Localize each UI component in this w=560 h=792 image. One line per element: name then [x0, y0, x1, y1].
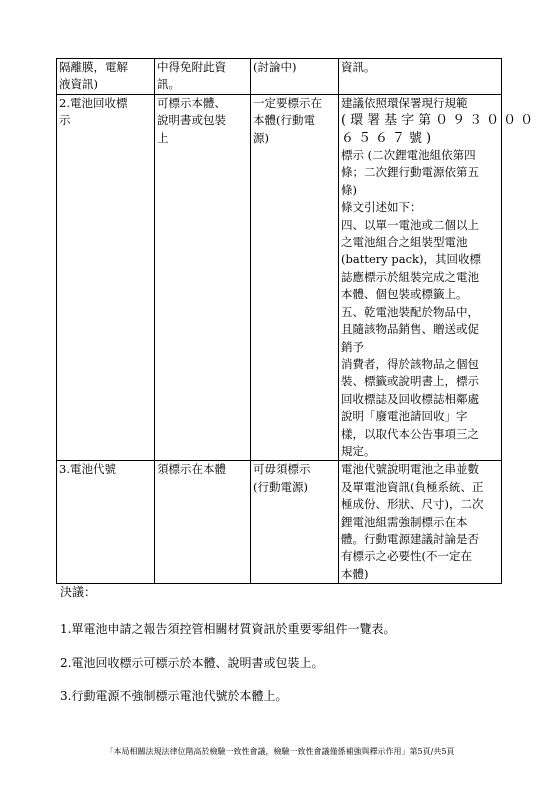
cell-text-line: 樣，以取代本公告事項三之	[341, 426, 479, 441]
table-cell	[251, 94, 339, 461]
cell-text-line: (行動電源)	[253, 479, 308, 494]
cell-text-line: 一定要標示在	[253, 95, 322, 110]
table-row	[57, 461, 502, 584]
cell-text-line: 且隨該物品銷售、贈送或促	[341, 322, 479, 337]
table-body	[57, 59, 538, 584]
resolution-item-2: 2.電池回收標示可標示於本體、說明書或包裝上。	[60, 656, 324, 670]
table-cell	[339, 461, 502, 584]
table-cell	[339, 94, 538, 461]
cell-text-line: 規定。	[341, 443, 376, 458]
cell-text-line: ６５６７號)	[341, 130, 436, 146]
cell-text-line: 中得免附此資	[157, 60, 226, 74]
cell-text-line: 標示 (二次鋰電池組依第四	[341, 148, 476, 163]
cell-text-line: (討論中)	[253, 60, 297, 74]
cell-text-line: 源)	[253, 130, 269, 145]
page-footer: 「本局相關法規法律位階高於檢驗一致性會議，檢驗一致性會議僅係補強與釋示作用」第5頁/共5頁	[105, 747, 455, 756]
cell-text-line: 示	[59, 113, 71, 128]
cell-text-line: 銷予	[341, 339, 364, 354]
cell-text-line: 電池代號說明電池之串並數	[341, 462, 479, 477]
table-row	[57, 59, 502, 95]
cell-text-line: 及單電池資訊(負極系統、正	[341, 479, 484, 494]
table-cell	[57, 94, 155, 461]
cell-text-line: 資訊。	[341, 60, 376, 74]
table-cell	[339, 59, 502, 95]
cell-text-line: 條)	[341, 182, 357, 197]
cell-text-line: 四、以單一電池或二個以上	[341, 217, 479, 232]
table-row	[57, 94, 502, 461]
cell-text-line: 誌應標示於組裝完成之電池	[341, 269, 479, 284]
table-cell	[57, 59, 155, 95]
cell-text-line: 體。行動電源建議討論是否	[341, 531, 479, 546]
resolution-item-3: 3.行動電源不強制標示電池代號於本體上。	[60, 689, 288, 703]
cell-text-line: 上	[157, 130, 169, 145]
cell-text-line: 液資訊)	[59, 77, 98, 92]
cell-text-line: 裝、標籤或說明書上，標示	[341, 374, 479, 389]
cell-text-line: 本體)	[341, 566, 369, 581]
cell-text-line: 隔離膜，電解	[59, 60, 128, 74]
cell-text-line: (環署基字第０９３０００	[341, 113, 538, 129]
resolution-heading: 決議：	[60, 585, 97, 599]
cell-text-line: 訊。	[157, 77, 180, 92]
cell-text-line: 說明書或包裝	[157, 113, 226, 128]
cell-text-line: 2.電池回收標	[59, 95, 128, 110]
cell-text-line: (battery pack)，其回收標	[341, 252, 482, 267]
cell-text-line: 五、乾電池裝配於物品中，	[341, 304, 479, 319]
discussion-table	[56, 58, 538, 584]
table-cell	[57, 461, 155, 584]
cell-text-line: 本體、個包裝或標籤上。	[341, 287, 468, 302]
table-cell	[251, 461, 339, 584]
cell-text-line: 鋰電池組需強制標示在本	[341, 514, 468, 529]
cell-text-line: 條文引述如下：	[341, 200, 422, 215]
cell-text-line: 可標示本體、	[157, 95, 226, 110]
cell-text-line: 可毋須標示	[253, 462, 311, 477]
cell-text-line: 須標示在本體	[157, 462, 226, 477]
cell-text-line: 極成份、形狀、尺寸)，二次	[341, 497, 484, 512]
table-cell	[251, 59, 339, 95]
cell-text-line: 之電池組合之組裝型電池	[341, 235, 468, 250]
cell-text-line: 說明「廢電池請回收」字	[341, 409, 468, 424]
cell-text-line: 條；二次鋰行動電源依第五	[341, 165, 479, 180]
resolution-item-1: 1.單電池申請之報告須控管相關材質資訊於重要零組件一覽表。	[60, 622, 396, 636]
cell-text-line: 消費者，得於該物品之個包	[341, 356, 479, 371]
table-cell	[155, 94, 251, 461]
cell-text-line: 建議依照環保署現行規範	[341, 95, 468, 110]
cell-text-line: 3.電池代號	[59, 462, 116, 477]
cell-text-line: 回收標誌及回收標誌相鄰處	[341, 391, 479, 406]
cell-text-line: 有標示之必要性(不一定在	[341, 549, 472, 564]
cell-text-line: 本體(行動電	[253, 113, 315, 128]
table-cell	[155, 461, 251, 584]
table-cell	[155, 59, 251, 95]
